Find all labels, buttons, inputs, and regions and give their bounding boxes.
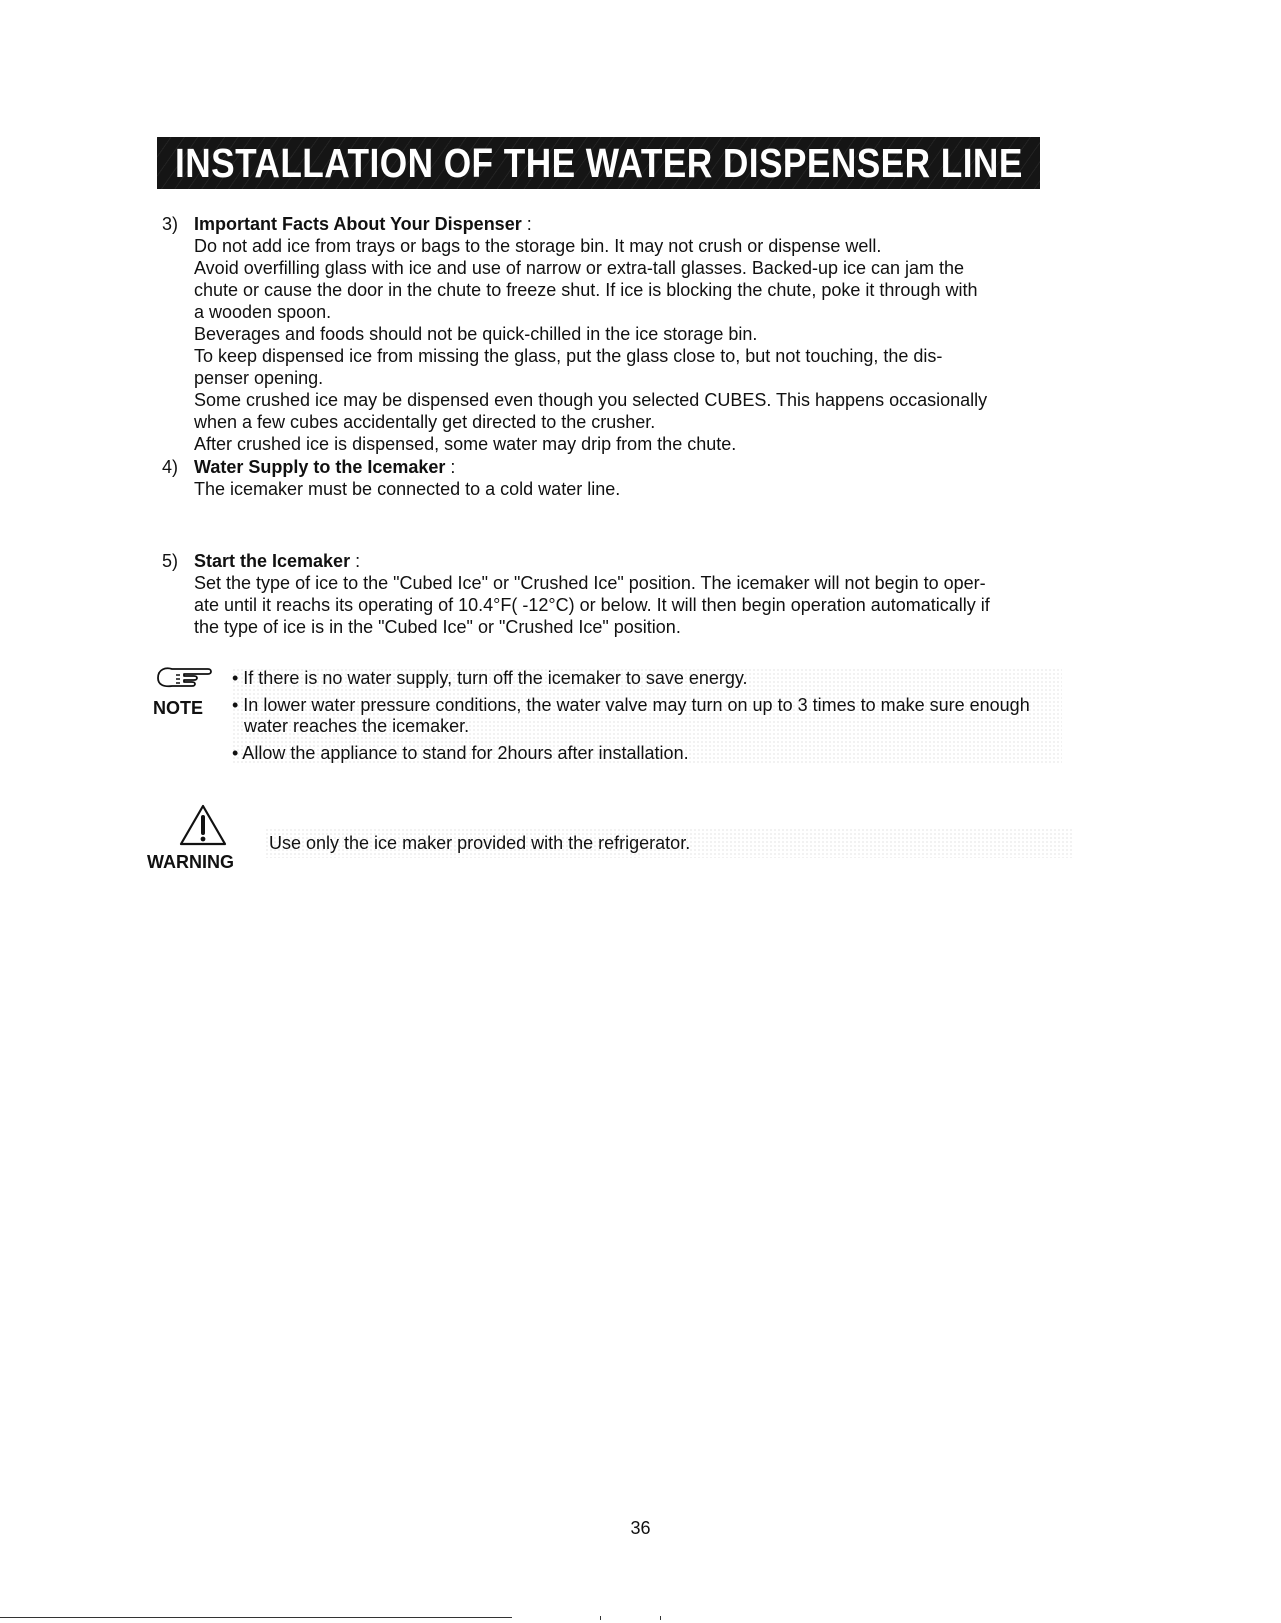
section-title-banner bbox=[157, 137, 1040, 189]
note-item-text: • Allow the appliance to stand for 2hours after installation. bbox=[232, 743, 689, 763]
section-heading-colon: : bbox=[521, 214, 532, 234]
section-heading: Water Supply to the Icemaker bbox=[194, 457, 446, 477]
footer-tick bbox=[600, 1616, 601, 1620]
paragraph-line: To keep dispensed ice from missing the glass, put the glass close to, but not touching, the dis- bbox=[194, 346, 943, 366]
paragraph-line: After crushed ice is dispensed, some water may drip from the chute. bbox=[194, 434, 737, 454]
note-item-text: • If there is no water supply, turn off the icemaker to save energy. bbox=[232, 668, 748, 688]
section-start-icemaker bbox=[162, 550, 1062, 638]
paragraph-line: Do not add ice from trays or bags to the storage bin. It may not crush or dispense well. bbox=[194, 236, 882, 256]
section-water-supply bbox=[162, 456, 1062, 500]
page-number: 36 bbox=[630, 1518, 651, 1538]
section-dispenser-facts bbox=[162, 213, 1062, 455]
paragraph-line: a wooden spoon. bbox=[194, 302, 332, 322]
section-heading-colon: : bbox=[350, 551, 361, 571]
paragraph-line: chute or cause the door in the chute to freeze shut. If ice is blocking the chute, poke it through with bbox=[194, 280, 978, 300]
paragraph-line: Some crushed ice may be dispensed even though you selected CUBES. This happens occasionally bbox=[194, 390, 988, 410]
footer-tick bbox=[660, 1616, 661, 1620]
paragraph-line: The icemaker must be connected to a cold water line. bbox=[194, 479, 621, 499]
paragraph-line: Beverages and foods should not be quick-chilled in the ice storage bin. bbox=[194, 324, 758, 344]
section-number: 3) bbox=[162, 214, 179, 234]
warning-text: Use only the ice maker provided with the refrigerator. bbox=[265, 828, 1074, 858]
note-item bbox=[232, 668, 1062, 689]
paragraph-line: ate until it reachs its operating of 10.4°F( -12°C) or below. It will then begin operation automatically if bbox=[194, 595, 990, 615]
section-heading: Start the Icemaker bbox=[194, 551, 351, 571]
warning-triangle-icon bbox=[178, 803, 228, 847]
footer-rule bbox=[0, 1617, 512, 1618]
note-label: NOTE bbox=[153, 698, 204, 718]
section-number: 4) bbox=[162, 457, 179, 477]
paragraph-line: penser opening. bbox=[194, 368, 324, 388]
page-title: INSTALLATION OF THE WATER DISPENSER LINE bbox=[174, 139, 1023, 186]
paragraph-line: Set the type of ice to the "Cubed Ice" or "Crushed Ice" position. The icemaker will not begin to oper- bbox=[194, 573, 986, 593]
paragraph-line: the type of ice is in the "Cubed Ice" or "Crushed Ice" position. bbox=[194, 617, 681, 637]
pointing-hand-icon bbox=[150, 663, 216, 693]
paragraph-line: Avoid overfilling glass with ice and use of narrow or extra-tall glasses. Backed-up ice can jam the bbox=[194, 258, 965, 278]
note-item bbox=[232, 743, 1062, 764]
section-heading: Important Facts About Your Dispenser bbox=[194, 214, 522, 234]
note-item-text: • In lower water pressure conditions, the water valve may turn on up to 3 times to make sure enough bbox=[232, 695, 1030, 715]
section-number: 5) bbox=[162, 551, 179, 571]
section-heading-colon: : bbox=[445, 457, 456, 477]
paragraph-line: when a few cubes accidentally get directed to the crusher. bbox=[194, 412, 656, 432]
note-item bbox=[232, 695, 1062, 737]
warning-label: WARNING bbox=[147, 852, 234, 872]
note-item-continuation: water reaches the icemaker. bbox=[244, 716, 470, 736]
note-list bbox=[232, 668, 1062, 764]
